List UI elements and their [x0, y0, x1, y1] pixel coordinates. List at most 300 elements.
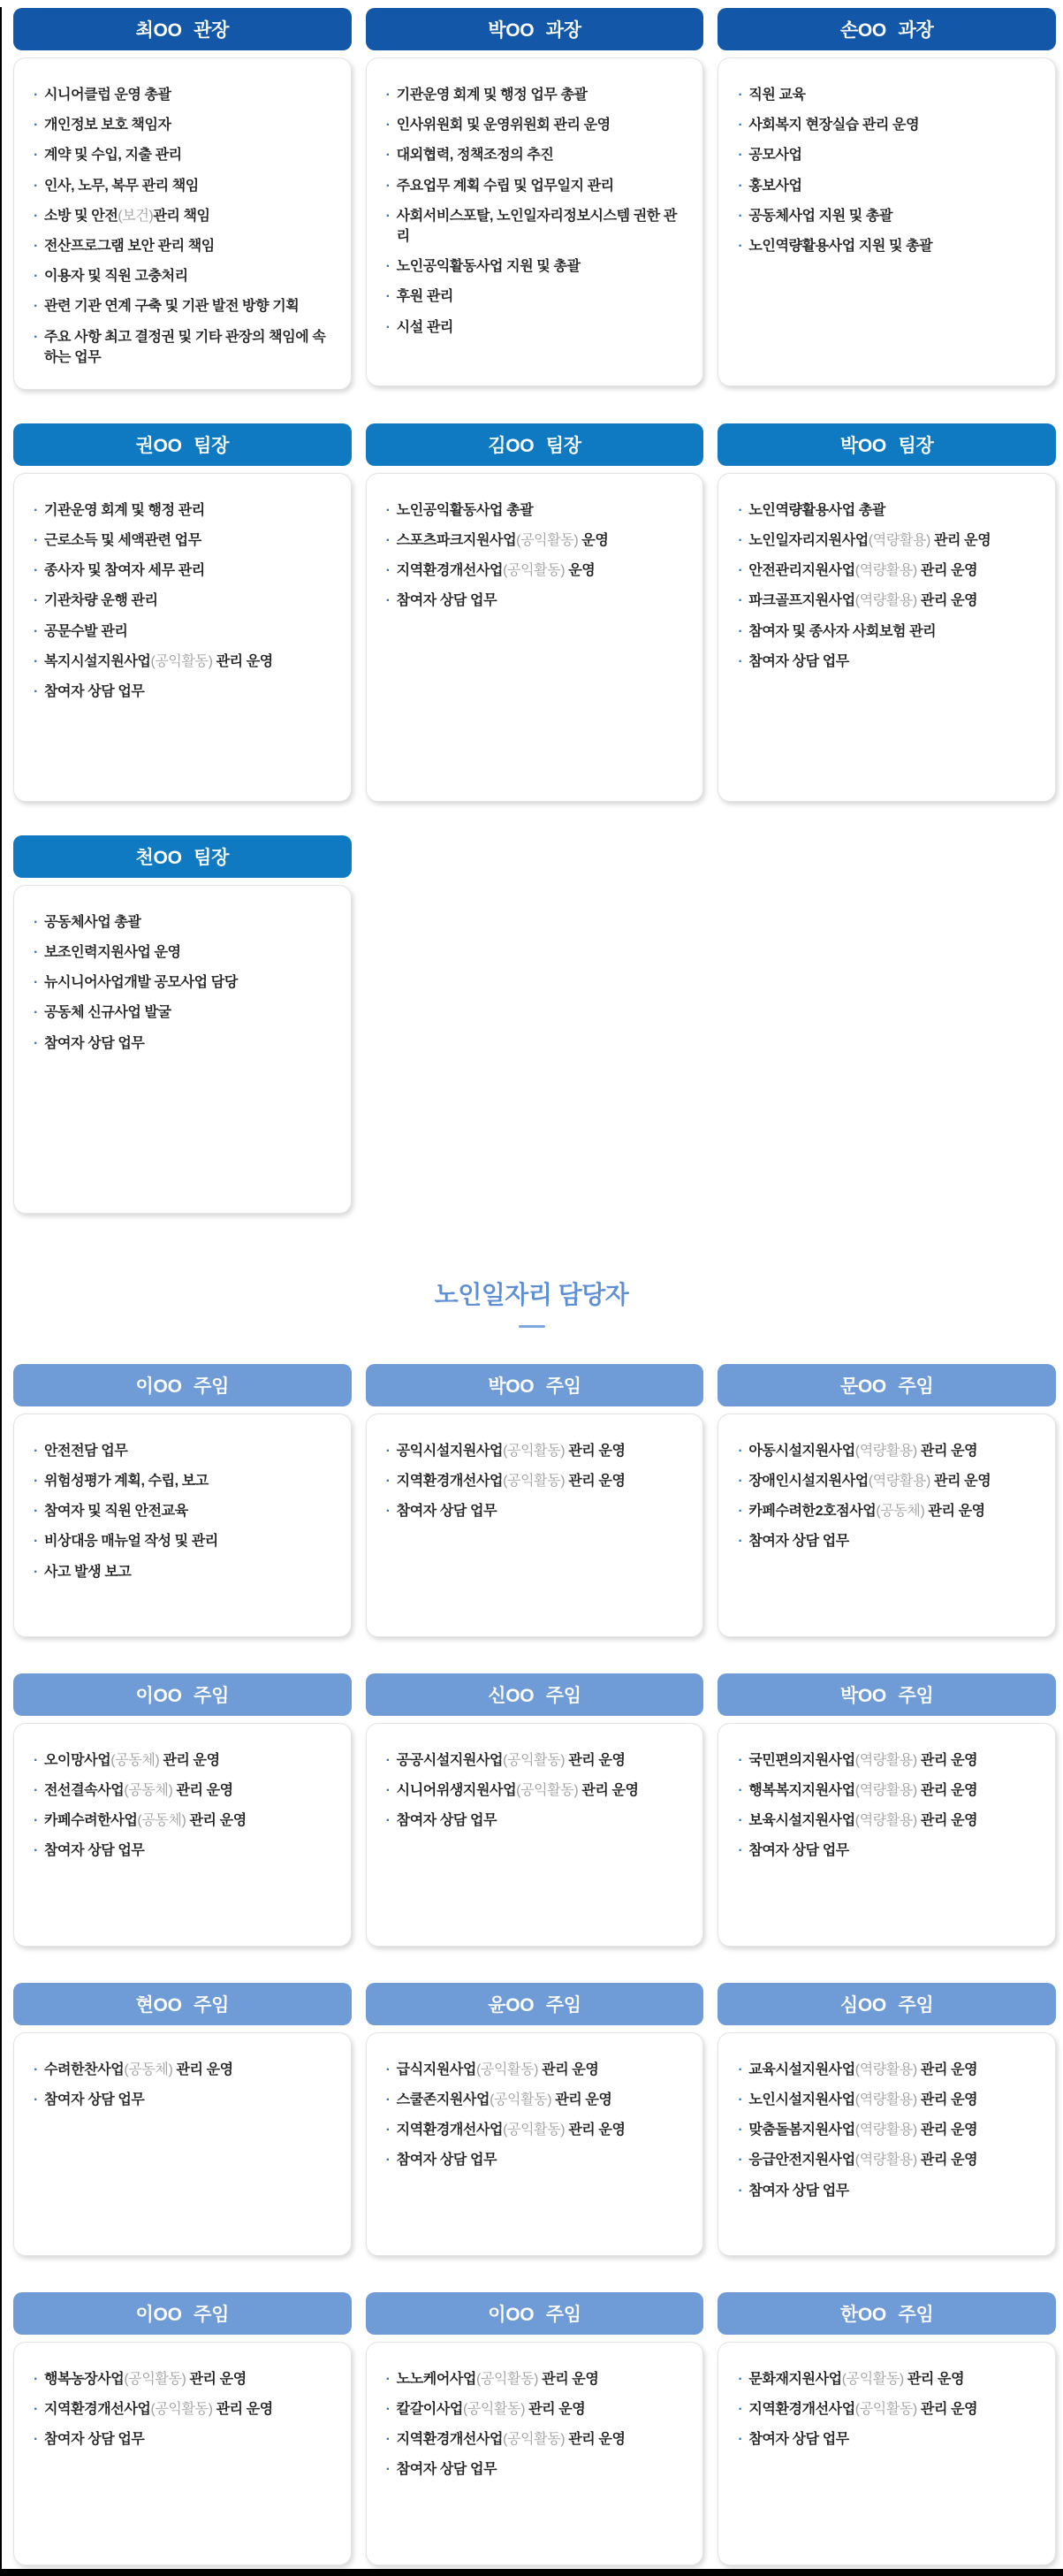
card-header-name-title: 박OO 팀장 [718, 423, 1056, 466]
section-title-dash [519, 1325, 545, 1328]
duty-item [738, 1471, 1041, 1491]
bullet-dot-icon: · [738, 88, 743, 103]
duty-paren-note: (역량활용) [854, 593, 917, 609]
duty-text: 시설 관리 [396, 319, 453, 335]
duty-item [738, 560, 1041, 581]
card-header-name-title: 이OO 주임 [13, 1673, 352, 1716]
bullet-dot-icon: · [385, 533, 391, 549]
duty-paren-note: (보건) [118, 208, 154, 224]
duty-text: 근로소득 및 세액관련 업무 [44, 533, 201, 549]
duty-item [34, 327, 337, 368]
duty-text: 노인역량활용사업 지원 및 총괄 [748, 238, 933, 254]
duty-item [34, 942, 337, 963]
bullet-dot-icon: · [34, 502, 38, 518]
duty-item [386, 530, 689, 551]
duty-item [738, 1501, 1041, 1521]
bullet-dot-icon: · [738, 533, 743, 549]
duty-item [738, 2429, 1041, 2450]
duty-item [34, 296, 337, 316]
card-header-name-title: 최OO 관장 [13, 8, 352, 50]
duty-item [34, 1002, 337, 1023]
duty-text: 위험성평가 계획, 수립, 보고 [44, 1474, 209, 1490]
duty-item [34, 266, 337, 286]
duty-paren-note: (역량활용) [854, 2123, 917, 2138]
duty-item [738, 2060, 1041, 2080]
duty-item [386, 115, 689, 135]
duty-item [386, 145, 689, 165]
card-body [718, 1723, 1056, 1947]
duty-item [34, 500, 337, 521]
duty-list [34, 500, 337, 702]
duty-paren-note: (공동체) [876, 1504, 925, 1520]
card-header-name-title: 문OO 주임 [718, 1364, 1056, 1406]
duty-text: 지역환경개선사업(공익활동) 관리 운영 [396, 1474, 626, 1490]
duty-paren-note: (역량활용) [854, 1783, 917, 1799]
duty-text: 노인시설지원사업(역량활용) 관리 운영 [748, 2092, 978, 2108]
bullet-dot-icon: · [738, 148, 743, 164]
bullet-dot-icon: · [34, 1534, 38, 1550]
bullet-dot-icon: · [34, 1443, 38, 1459]
bullet-dot-icon: · [385, 259, 391, 275]
duty-item [34, 530, 337, 551]
duty-item [386, 1810, 689, 1831]
duty-paren-note: (공익활동) [854, 2402, 917, 2418]
bullet-dot-icon: · [34, 1504, 38, 1520]
staff-card [718, 1673, 1056, 1947]
duty-paren-note: (공익활동) [462, 2402, 526, 2418]
bullet-dot-icon: · [34, 975, 38, 991]
duty-text: 전선결속사업(공동체) 관리 운영 [44, 1783, 233, 1799]
duty-text: 노인일자리지원사업(역량활용) 관리 운영 [748, 533, 991, 549]
duty-paren-note: (공익활동) [503, 563, 566, 579]
duty-text: 주요 사항 최고 결정권 및 기타 관장의 책임에 속하는 업무 [44, 329, 326, 365]
duty-text: 오이망사업(공동체) 관리 운영 [44, 1752, 220, 1768]
duty-paren-note: (역량활용) [854, 2153, 917, 2168]
duty-paren-note: (공익활동) [476, 2371, 539, 2387]
bullet-dot-icon: · [738, 118, 743, 133]
duty-text: 노인공익활동사업 지원 및 총괄 [396, 259, 581, 275]
card-header-name-title: 김OO 팀장 [366, 423, 704, 466]
duty-text: 기관운영 회계 및 행정 업무 총괄 [396, 88, 588, 103]
card-body [366, 1723, 704, 1947]
bullet-dot-icon: · [385, 2371, 391, 2387]
duty-paren-note: (공익활동) [503, 1443, 566, 1459]
duty-text: 기관차량 운행 관리 [44, 593, 158, 609]
duty-item [386, 2060, 689, 2080]
duty-text: 뉴시니어사업개발 공모사업 담당 [44, 975, 238, 991]
duty-item [386, 1750, 689, 1771]
duty-paren-note: (공동체) [124, 2062, 173, 2077]
duty-item [738, 1531, 1041, 1551]
duty-paren-note: (공익활동) [516, 1783, 579, 1799]
duty-text: 참여자 상담 업무 [748, 2432, 849, 2448]
duty-paren-note: (공동체) [137, 1813, 186, 1829]
staff-card [13, 1983, 352, 2256]
duty-text: 시니어클럽 운영 총괄 [44, 88, 171, 103]
duty-paren-note: (역량활용) [854, 1752, 917, 1768]
duty-paren-note: (역량활용) [854, 1443, 917, 1459]
duty-text: 시니어위생지원사업(공익활동) 관리 운영 [396, 1783, 639, 1799]
duty-list [738, 500, 1041, 672]
duty-paren-note: (역량활용) [868, 533, 930, 549]
card-header-name-title: 이OO 주임 [366, 2292, 704, 2335]
bullet-dot-icon: · [34, 178, 38, 194]
duty-text: 노인공익활동사업 총괄 [396, 502, 534, 518]
bullet-dot-icon: · [34, 329, 38, 345]
duty-item [738, 591, 1041, 611]
card-body [718, 1414, 1056, 1637]
duty-text: 인사, 노무, 복무 관리 책임 [44, 178, 199, 194]
card-body [13, 885, 352, 1214]
duty-item [738, 2150, 1041, 2170]
duty-item [386, 1780, 689, 1801]
staff-card [366, 1364, 704, 1637]
bullet-dot-icon: · [385, 148, 391, 164]
duty-text: 안전전담 업무 [44, 1443, 128, 1459]
duty-item [34, 2429, 337, 2450]
duty-text: 주요업무 계획 수립 및 업무일지 관리 [396, 178, 614, 194]
duty-text: 장애인시설지원사업(역량활용) 관리 운영 [748, 1474, 991, 1490]
bullet-dot-icon: · [34, 1474, 38, 1490]
bullet-dot-icon: · [385, 502, 391, 518]
duty-item [738, 2399, 1041, 2420]
duty-text: 참여자 및 직원 안전교육 [44, 1504, 188, 1520]
duty-item [738, 500, 1041, 521]
duty-paren-note: (공동체) [124, 1783, 173, 1799]
duty-list [386, 2060, 689, 2171]
duty-item [386, 591, 689, 611]
duty-text: 파크골프지원사업(역량활용) 관리 운영 [748, 593, 978, 609]
duty-text: 응급안전지원사업(역량활용) 관리 운영 [748, 2153, 978, 2168]
duty-text: 공공시설지원사업(공익활동) 관리 운영 [396, 1752, 626, 1768]
duty-item [34, 85, 337, 105]
duty-list [34, 1441, 337, 1582]
card-body [366, 57, 704, 386]
duty-paren-note: (공익활동) [503, 1474, 566, 1490]
card-header-name-title: 신OO 주임 [366, 1673, 704, 1716]
bullet-dot-icon: · [385, 2062, 391, 2077]
bullet-dot-icon: · [34, 88, 38, 103]
card-header-name-title: 현OO 주임 [13, 1983, 352, 2025]
duty-text: 공문수발 관리 [44, 623, 128, 639]
bullet-dot-icon: · [34, 1035, 38, 1051]
duty-item [738, 1810, 1041, 1831]
duty-text: 참여자 상담 업무 [748, 1843, 849, 1859]
bullet-dot-icon: · [385, 208, 391, 224]
bullet-dot-icon: · [34, 563, 38, 579]
duty-item [386, 2120, 689, 2140]
staff-card [366, 1673, 704, 1947]
bullet-dot-icon: · [34, 1564, 38, 1580]
duty-text: 지역환경개선사업(공익활동) 관리 운영 [44, 2402, 273, 2418]
duty-text: 국민편의지원사업(역량활용) 관리 운영 [748, 1752, 978, 1768]
duty-item [738, 1780, 1041, 1801]
duty-item [386, 2150, 689, 2170]
duty-text: 관련 기관 연계 구축 및 기관 발전 방향 기획 [44, 299, 300, 315]
duty-text: 칼갈이사업(공익활동) 관리 운영 [396, 2402, 586, 2418]
duty-text: 기관운영 회계 및 행정 관리 [44, 502, 205, 518]
duty-item [386, 2090, 689, 2110]
duty-item [386, 1471, 689, 1491]
bullet-dot-icon: · [385, 1504, 391, 1520]
bullet-dot-icon: · [385, 178, 391, 194]
duty-text: 맞춤돌봄지원사업(역량활용) 관리 운영 [748, 2123, 978, 2138]
duty-paren-note: (공익활동) [503, 2123, 566, 2138]
leadership-cards-grid [0, 8, 1063, 1214]
card-body [366, 1414, 704, 1637]
card-body [366, 473, 704, 802]
duty-text: 참여자 상담 업무 [44, 1035, 145, 1051]
duty-item [34, 2090, 337, 2110]
card-body [366, 2032, 704, 2256]
duty-item [34, 591, 337, 611]
duty-item [386, 2429, 689, 2450]
duty-text: 참여자 상담 업무 [396, 2462, 497, 2478]
duty-paren-note: (역량활용) [854, 2062, 917, 2077]
duty-text: 카페수려한사업(공동체) 관리 운영 [44, 1813, 247, 1829]
duty-item [34, 2399, 337, 2420]
card-body [13, 2342, 352, 2565]
duty-text: 지역환경개선사업(공익활동) 관리 운영 [748, 2402, 978, 2418]
duty-item [386, 2369, 689, 2389]
bullet-dot-icon: · [738, 2153, 743, 2168]
duty-item [386, 85, 689, 105]
card-body [718, 57, 1056, 386]
duty-text: 사회복지 현장실습 관리 운영 [748, 118, 920, 133]
duty-item [34, 1841, 337, 1861]
duty-list [386, 85, 689, 338]
duty-text: 참여자 상담 업무 [396, 2153, 497, 2168]
duty-text: 아동시설지원사업(역량활용) 관리 운영 [748, 1443, 978, 1459]
bullet-dot-icon: · [34, 533, 38, 549]
bullet-dot-icon: · [385, 563, 391, 579]
bullet-dot-icon: · [385, 1813, 391, 1829]
card-header-name-title: 이OO 주임 [13, 2292, 352, 2335]
bullet-dot-icon: · [34, 2432, 38, 2448]
duty-text: 지역환경개선사업(공익활동) 운영 [396, 563, 596, 579]
duty-text: 공모사업 [748, 148, 802, 164]
duty-item [34, 1501, 337, 1521]
duty-item [34, 1441, 337, 1461]
duty-text: 노인역량활용사업 총괄 [748, 502, 885, 518]
bullet-dot-icon: · [385, 2092, 391, 2108]
bullet-dot-icon: · [738, 1474, 743, 1490]
duty-text: 소방 및 안전(보건)관리 책임 [44, 208, 210, 224]
duty-item [738, 652, 1041, 672]
duty-item [738, 2369, 1041, 2389]
duty-text: 복지시설지원사업(공익활동) 관리 운영 [44, 653, 273, 669]
duty-list [34, 1750, 337, 1862]
duty-item [386, 560, 689, 581]
staff-card [718, 2292, 1056, 2565]
bullet-dot-icon: · [34, 208, 38, 224]
bullet-dot-icon: · [738, 1813, 743, 1829]
duty-text: 행복농장사업(공익활동) 관리 운영 [44, 2371, 247, 2387]
bullet-dot-icon: · [34, 593, 38, 609]
duty-item [738, 145, 1041, 165]
duty-item [34, 560, 337, 581]
duty-item [34, 682, 337, 702]
duty-text: 개인정보 보호 책임자 [44, 118, 171, 133]
duty-text: 지역환경개선사업(공익활동) 관리 운영 [396, 2123, 626, 2138]
duty-item [386, 256, 689, 277]
card-body [13, 1414, 352, 1637]
duty-item [386, 206, 689, 247]
staff-card [13, 423, 352, 802]
duty-text: 참여자 상담 업무 [396, 593, 497, 609]
bullet-dot-icon: · [385, 319, 391, 335]
bullet-dot-icon: · [34, 1005, 38, 1021]
duty-item [738, 236, 1041, 256]
section-title: 노인일자리 담당자 [434, 1280, 629, 1308]
duty-text: 참여자 상담 업무 [748, 1534, 849, 1550]
duty-paren-note: (공익활동) [124, 2371, 186, 2387]
bullet-dot-icon: · [738, 208, 743, 224]
bullet-dot-icon: · [738, 238, 743, 254]
bullet-dot-icon: · [34, 914, 38, 930]
bullet-dot-icon: · [738, 2432, 743, 2448]
staff-card [718, 1364, 1056, 1637]
card-body [718, 473, 1056, 802]
duty-list [386, 1441, 689, 1522]
bullet-dot-icon: · [738, 502, 743, 518]
duty-text: 행복복지지원사업(역량활용) 관리 운영 [748, 1783, 978, 1799]
bullet-dot-icon: · [738, 653, 743, 669]
bullet-dot-icon: · [34, 1752, 38, 1768]
duty-item [34, 1780, 337, 1801]
duty-text: 인사위원회 및 운영위원회 관리 운영 [396, 118, 611, 133]
duty-text: 급식지원사업(공익활동) 관리 운영 [396, 2062, 599, 2077]
bullet-dot-icon: · [385, 1474, 391, 1490]
duty-text: 참여자 상담 업무 [748, 653, 849, 669]
duty-text: 참여자 상담 업무 [44, 1843, 145, 1859]
duty-item [738, 621, 1041, 642]
bullet-dot-icon: · [738, 2371, 743, 2387]
duty-text: 참여자 상담 업무 [396, 1813, 497, 1829]
duty-paren-note: (공익활동) [841, 2371, 904, 2387]
bullet-dot-icon: · [34, 2402, 38, 2418]
duty-item [34, 176, 337, 196]
duty-list [34, 2060, 337, 2110]
bullet-dot-icon: · [385, 2432, 391, 2448]
bullet-dot-icon: · [34, 2062, 38, 2077]
duty-text: 계약 및 수입, 지출 관리 [44, 148, 182, 164]
bullet-dot-icon: · [738, 563, 743, 579]
duty-item [386, 2399, 689, 2420]
card-header-name-title: 박OO 과장 [366, 8, 704, 50]
duty-item [34, 1471, 337, 1491]
bullet-dot-icon: · [738, 1534, 743, 1550]
bullet-dot-icon: · [738, 1783, 743, 1799]
bullet-dot-icon: · [738, 2123, 743, 2138]
duty-list [738, 1441, 1041, 1552]
duty-text: 사회서비스포탈, 노인일자리정보시스템 권한 관리 [396, 208, 677, 244]
page-left-edge [0, 7, 2, 2576]
duty-item [386, 286, 689, 307]
duty-text: 노노케어사업(공익활동) 관리 운영 [396, 2371, 599, 2387]
duty-paren-note: (역량활용) [854, 1813, 917, 1829]
duty-paren-note: (역량활용) [868, 1474, 930, 1490]
duty-item [34, 2369, 337, 2389]
duty-list [386, 500, 689, 612]
duty-item [738, 206, 1041, 226]
staff-card [13, 1673, 352, 1947]
staff-card [13, 835, 352, 1214]
card-header-name-title: 이OO 주임 [13, 1364, 352, 1406]
bullet-dot-icon: · [34, 653, 38, 669]
duty-item [738, 115, 1041, 135]
duty-item [34, 1810, 337, 1831]
staff-card [366, 2292, 704, 2565]
duty-item [738, 2120, 1041, 2140]
duty-text: 스포츠파크지원사업(공익활동) 운영 [396, 533, 609, 549]
duty-list [738, 2369, 1041, 2450]
duty-text: 지역환경개선사업(공익활동) 관리 운영 [396, 2432, 626, 2448]
duty-item [386, 1441, 689, 1461]
duty-paren-note: (역량활용) [854, 2092, 917, 2108]
bullet-dot-icon: · [34, 1783, 38, 1799]
duty-text: 안전관리지원사업(역량활용) 관리 운영 [748, 563, 978, 579]
bullet-dot-icon: · [738, 2062, 743, 2077]
page-bottom-edge [0, 2569, 1063, 2576]
bullet-dot-icon: · [385, 2462, 391, 2478]
staff-card [13, 1364, 352, 1637]
duty-item [34, 1033, 337, 1054]
duty-text: 공익시설지원사업(공익활동) 관리 운영 [396, 1443, 626, 1459]
duty-item [738, 1750, 1041, 1771]
staff-card [366, 423, 704, 802]
bullet-dot-icon: · [385, 2123, 391, 2138]
bullet-dot-icon: · [385, 289, 391, 305]
card-body [13, 1723, 352, 1947]
duty-list [738, 85, 1041, 256]
bullet-dot-icon: · [738, 2402, 743, 2418]
bullet-dot-icon: · [385, 593, 391, 609]
duty-item [34, 912, 337, 933]
staff-card [13, 2292, 352, 2565]
staff-card [13, 8, 352, 390]
card-header-name-title: 박OO 주임 [366, 1364, 704, 1406]
bullet-dot-icon: · [738, 1443, 743, 1459]
duty-item [34, 115, 337, 135]
card-body [13, 473, 352, 802]
duty-paren-note: (역량활용) [854, 563, 917, 579]
bullet-dot-icon: · [34, 2371, 38, 2387]
duty-list [738, 1750, 1041, 1862]
duty-item [738, 2090, 1041, 2110]
duty-text: 직원 교육 [748, 88, 806, 103]
duty-paren-note: (공익활동) [476, 2062, 539, 2077]
duty-text: 문화재지원사업(공익활동) 관리 운영 [748, 2371, 965, 2387]
duty-paren-note: (공익활동) [490, 2092, 552, 2108]
bullet-dot-icon: · [738, 593, 743, 609]
card-header-name-title: 박OO 주임 [718, 1673, 1056, 1716]
card-header-name-title: 손OO 과장 [718, 8, 1056, 50]
duty-list [738, 2060, 1041, 2201]
bullet-dot-icon: · [738, 1752, 743, 1768]
card-body [366, 2342, 704, 2565]
duty-text: 전산프로그램 보안 관리 책임 [44, 238, 215, 254]
bullet-dot-icon: · [34, 2092, 38, 2108]
duty-text: 홍보사업 [748, 178, 802, 194]
bullet-dot-icon: · [738, 2183, 743, 2199]
bullet-dot-icon: · [738, 1504, 743, 1520]
duty-text: 수려한찬사업(공동체) 관리 운영 [44, 2062, 233, 2077]
bullet-dot-icon: · [738, 623, 743, 639]
duty-paren-note: (공익활동) [150, 653, 213, 669]
duty-item [386, 317, 689, 338]
duty-list [386, 2369, 689, 2481]
